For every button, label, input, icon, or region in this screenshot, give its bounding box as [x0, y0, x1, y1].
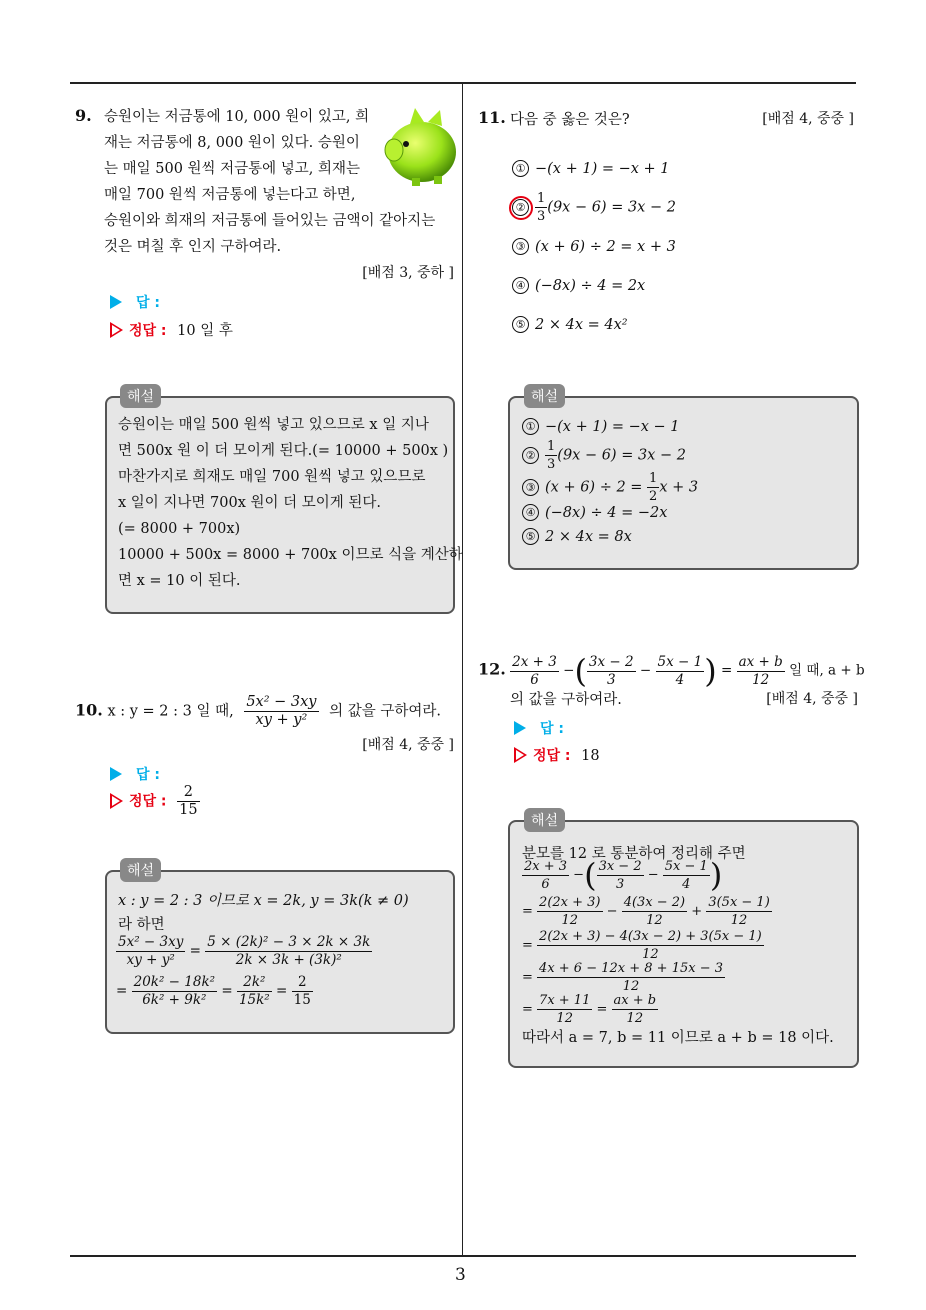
answer-arrow-icon [110, 767, 122, 781]
q11-option-4[interactable]: ④ (−8x) ÷ 4 = 2x [512, 277, 645, 294]
q12-exp-eq-3: = $\frac{4x + 6 - 12x + 8 + 15x - 3}{12}$ [522, 961, 723, 994]
q11-exp-5: ⑤ 2 × 4x = 8x [522, 528, 632, 545]
q11-exp-3: ③ (x + 6) ÷ 2 = $\frac{1}{2}$ x + 3 [522, 470, 698, 505]
q10-exp-eq-2: = $\frac{\text{20k² − 18k²}}{\text{6k² + 9k²}}$ = $\frac{\text{2k²}}{\text{15k²}}$ = $\frac{2}{15}$ [116, 974, 311, 1008]
q9-exp-line-2: 면 500x 원 이 더 모이게 된다.(= 10000 + 500x ) [118, 443, 449, 459]
q12-number: 12. [478, 659, 506, 679]
q12-correct-label: 정답 : [533, 748, 571, 764]
q12-exp-final: 따라서 a = 7, b = 11 이므로 a + b = 18 이다. [522, 1030, 834, 1046]
column-divider [462, 84, 463, 1256]
q9-number: 9. [75, 106, 92, 125]
correct-arrow-icon [110, 322, 123, 338]
selected-choice-circle-icon [509, 196, 533, 220]
q12-correct-row [514, 745, 600, 765]
q9-line-6: 것은 며칠 후 인지 구하여라. [104, 239, 282, 255]
q9-explanation-tab: 해설 [120, 384, 161, 408]
q9-line-1: 승원이는 저금통에 10, 000 원이 있고, 희 [104, 109, 370, 125]
correct-arrow-icon [514, 747, 527, 763]
q9-exp-line-5: (= 8000 + 700x) [118, 521, 241, 537]
q9-meta: [배점 3, 중하 ] [362, 265, 454, 281]
q12-explanation-tab: 해설 [524, 808, 565, 832]
q9-line-3: 는 매일 500 원씩 저금통에 넣고, 희재는 [104, 161, 361, 177]
q11-exp-1: ① −(x + 1) = −x − 1 [522, 418, 680, 435]
q9-correct-label: 정답 : [129, 323, 167, 339]
piggy-bank-image [382, 100, 460, 190]
q11-meta: [배점 4, 중중 ] [762, 111, 854, 127]
q11-exp-4: ④ (−8x) ÷ 4 = −2x [522, 504, 667, 521]
q9-exp-line-1: 승원이는 매일 500 원씩 넣고 있으므로 x 일 지나 [118, 417, 429, 433]
q9-exp-line-3: 마찬가지로 희재도 매일 700 원씩 넣고 있으므로 [118, 469, 426, 485]
q9-exp-line-4: x 일이 지나면 700x 원이 더 모이게 된다. [118, 495, 381, 511]
q10-exp-line-2: 라 하면 [118, 917, 165, 933]
q10-explanation-tab: 해설 [120, 858, 161, 882]
q11-option-3[interactable]: ③ (x + 6) ÷ 2 = x + 3 [512, 238, 676, 255]
q12-exp-eq-1: = $\frac{2(2x + 3)}{12}$ − $\frac{4(3x - 2)}{12}$ + $\frac{3(5x - 1)}{12}$ [522, 895, 770, 928]
q10-number: 10. [75, 700, 103, 720]
correct-arrow-icon [110, 793, 123, 809]
q9-correct-row [110, 319, 233, 340]
q11-option-5[interactable]: ⑤ 2 × 4x = 4x² [512, 316, 628, 333]
q10-exp-line-1: x : y = 2 : 3 이므로 x = 2k, y = 3k(k ≠ 0) [118, 893, 409, 909]
q10-correct-value: $\frac{2}{15}$ [179, 784, 198, 818]
q9-line-5: 승원이와 희재의 저금통에 들어있는 금액이 같아지는 [104, 213, 436, 229]
q11-option-2[interactable]: ② $\frac{1}{3}$ (9x − 6) = 3x − 2 [512, 190, 676, 225]
q12-answer-row[interactable] [514, 718, 564, 738]
q12-stem-line-2: 의 값을 구하여라. [510, 692, 622, 708]
q12-exp-intro: 분모를 12 로 통분하여 정리해 주면 [522, 846, 746, 862]
q10-meta: [배점 4, 중중 ] [362, 737, 454, 753]
q12-stem: 12. $\frac{2x + 3}{6}$ −( $\frac{3x - 2}{3}$ − $\frac{5x - 1}{4}$ ) = $\frac{ax + b}{12}$ 일 때, a + b [478, 652, 865, 690]
q10-exp-eq-1: $\frac{\text{5x² − 3xy}}{\text{xy + y²}}$ = $\frac{\text{5 × (2k)² − 3 × 2k × 3k}}{\text{2k × 3k + (3k)²}}$ [118, 934, 371, 968]
q9-line-4: 매일 700 원씩 저금통에 넣는다고 하면, [104, 187, 356, 203]
q10-stem-pre: x : y = 2 : 3 일 때, [107, 703, 234, 720]
q10-stem-post: 의 값을 구하여라. [329, 703, 441, 720]
q10-answer-row[interactable] [110, 764, 160, 784]
q9-exp-line-7: 면 x = 10 이 된다. [118, 573, 241, 589]
page-number: 3 [455, 1265, 466, 1285]
q10-fraction: $\frac{\text{5x² − 3xy}}{\text{xy + y²}}$ [246, 694, 317, 728]
q11-exp-2: ② $\frac{1}{3}$ (9x − 6) = 3x − 2 [522, 438, 686, 473]
q12-meta: [배점 4, 중중 ] [766, 691, 858, 707]
q9-correct-value: 10 일 후 [177, 323, 233, 339]
q12-correct-value: 18 [581, 748, 600, 764]
top-rule [70, 82, 856, 84]
answer-arrow-icon [514, 721, 526, 735]
q12-answer-label: 답 : [540, 721, 564, 737]
q10-correct-row [110, 784, 200, 819]
answer-arrow-icon [110, 295, 122, 309]
q9-exp-line-6: 10000 + 500x = 8000 + 700x 이므로 식을 계산하 [118, 547, 463, 563]
bottom-rule [70, 1255, 856, 1257]
q9-answer-label: 답 : [136, 295, 160, 311]
q10-stem [75, 694, 441, 729]
q11-explanation-tab: 해설 [524, 384, 565, 408]
q12-exp-eq-2: = $\frac{2(2x + 3) - 4(3x - 2) + 3(5x - 1)}{12}$ [522, 929, 762, 962]
q12-exp-eq-0: $\frac{2x + 3}{6}$ −( $\frac{3x - 2}{3}$ − $\frac{5x - 1}{4}$ ) [524, 856, 723, 894]
q9-answer-row[interactable] [110, 292, 160, 312]
q10-answer-label: 답 : [136, 767, 160, 783]
q11-number: 11. [478, 108, 506, 127]
q11-stem: 다음 중 옳은 것은? [510, 112, 630, 128]
q10-correct-label: 정답 : [129, 793, 167, 810]
q11-option-1[interactable]: ① −(x + 1) = −x + 1 [512, 160, 670, 177]
q9-line-2: 재는 저금통에 8, 000 원이 있다. 승원이 [104, 135, 360, 151]
q12-exp-eq-4: = $\frac{7x + 11}{12}$ = $\frac{ax + b}{12}$ [522, 993, 657, 1026]
